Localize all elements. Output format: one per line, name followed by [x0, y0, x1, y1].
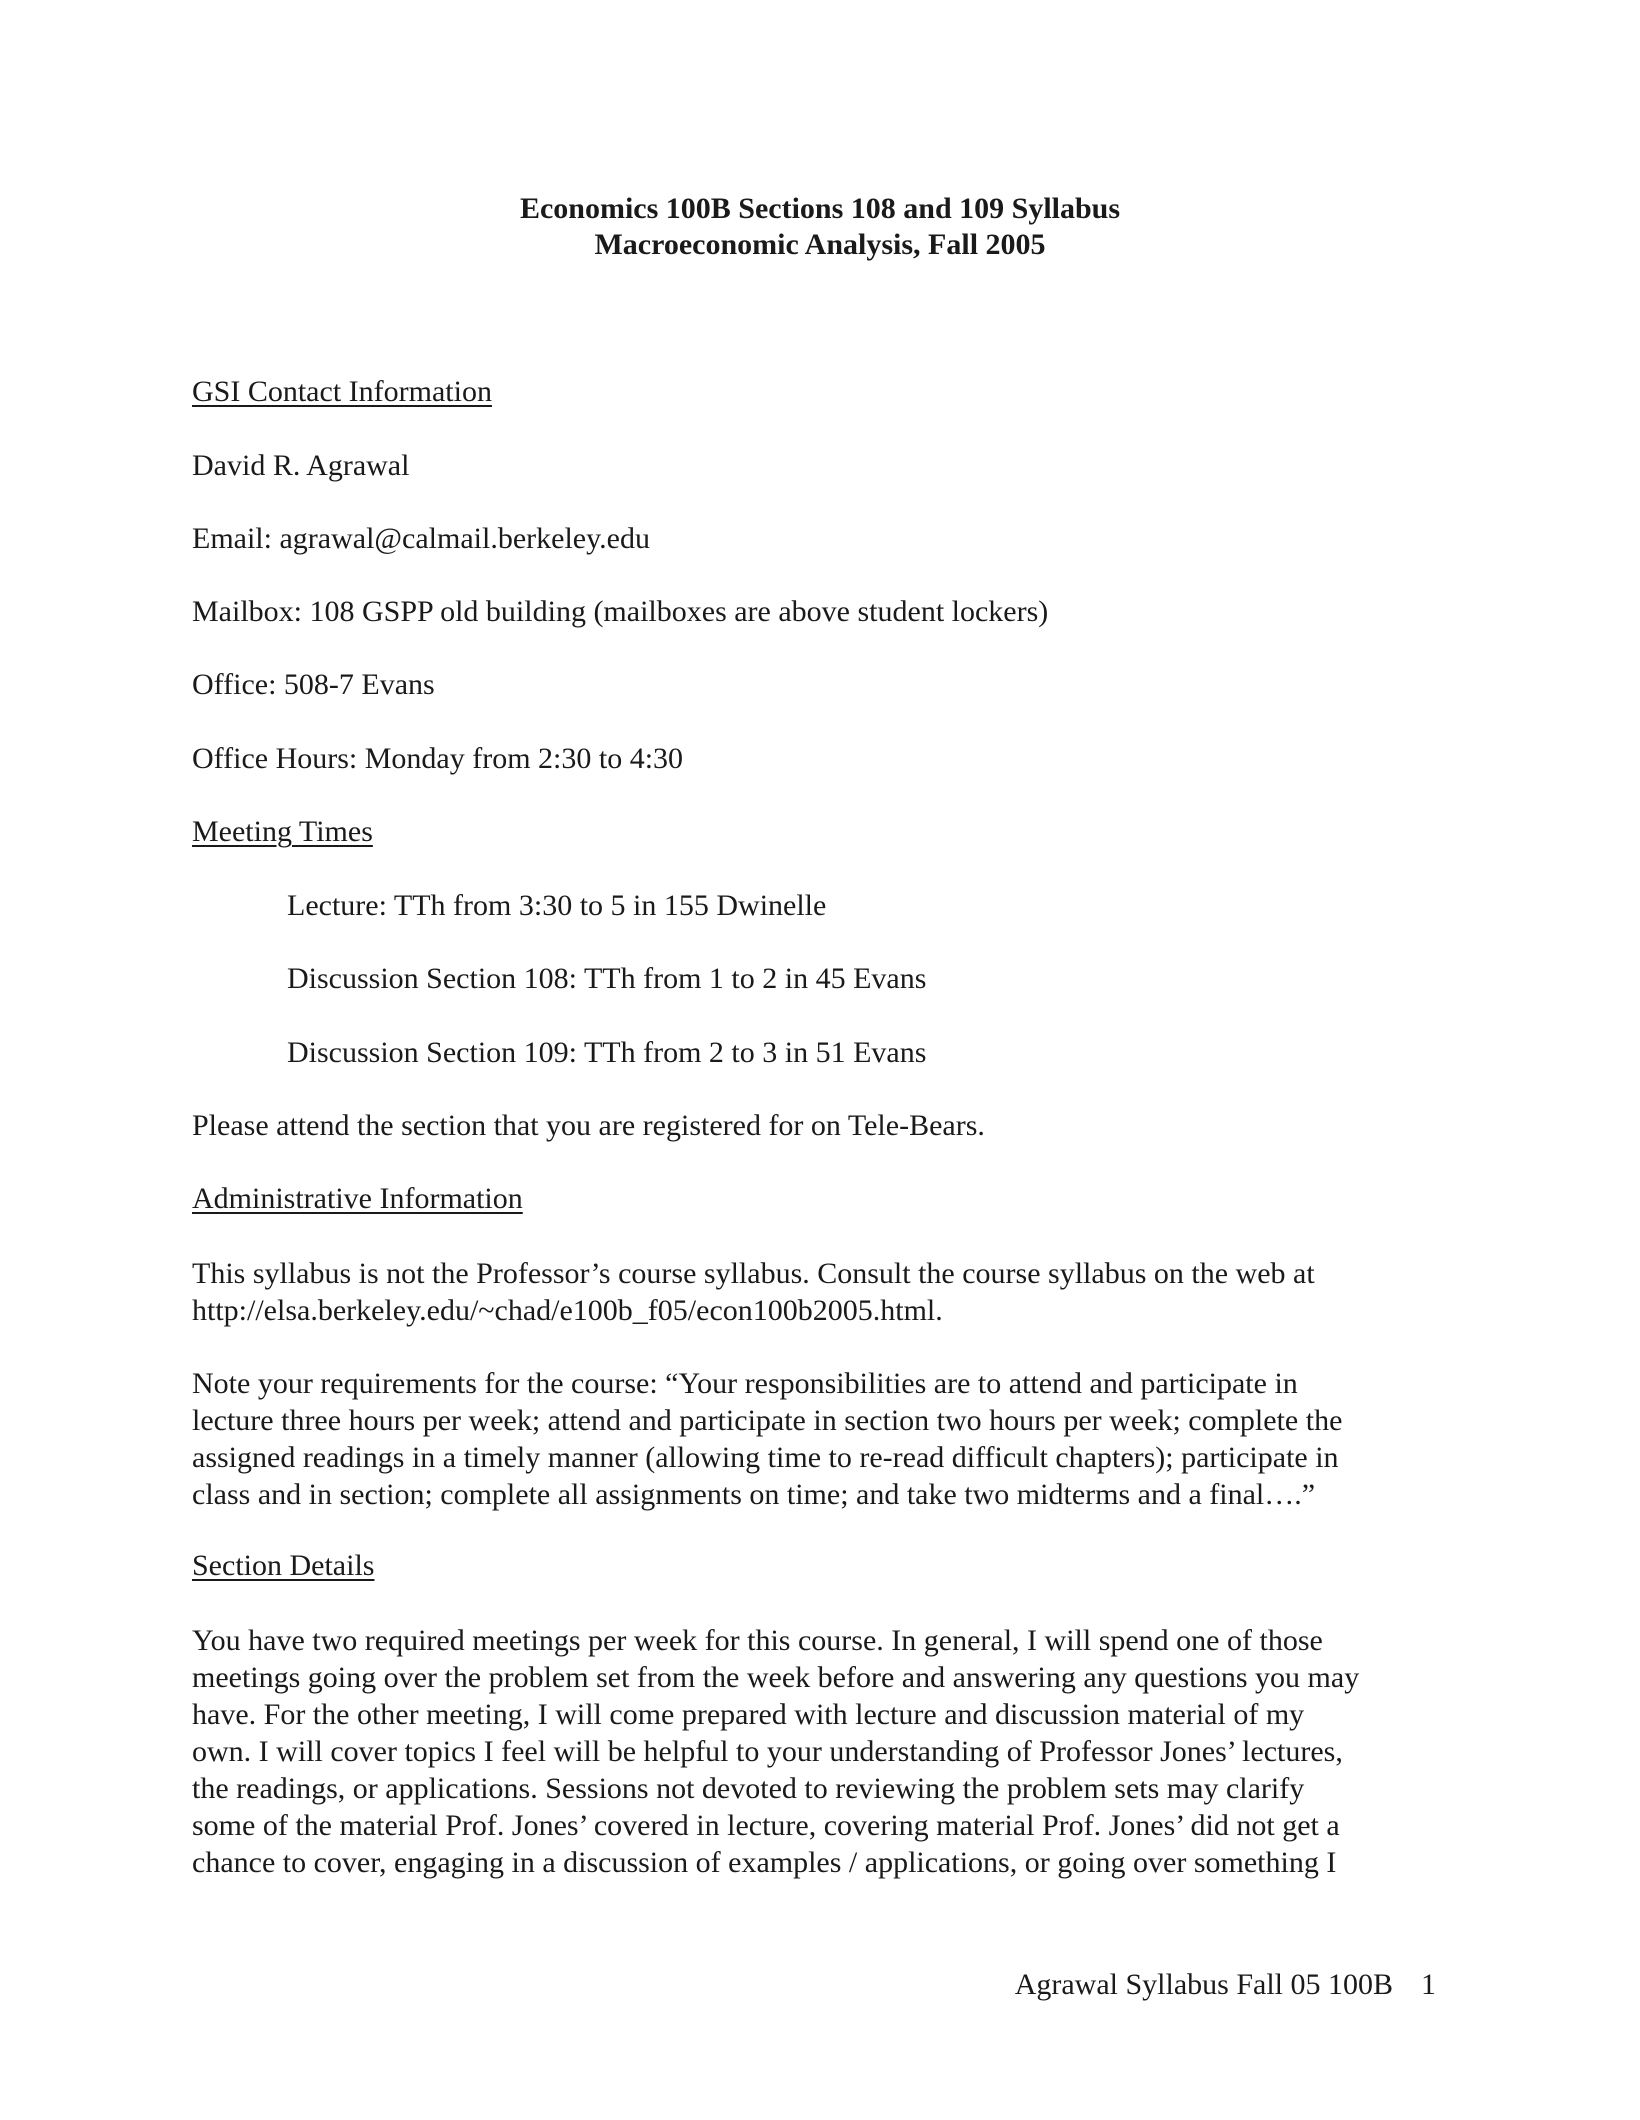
gsi-office: Office: 508-7 Evans — [192, 668, 435, 701]
paragraph-line: http://elsa.berkeley.edu/~chad/e100b_f05/econ100b2005.html. — [192, 1294, 943, 1327]
meeting-section-108: Discussion Section 108: TTh from 1 to 2 in 45 Evans — [287, 962, 927, 995]
gsi-name: David R. Agrawal — [192, 449, 410, 482]
paragraph-line: some of the material Prof. Jones’ covered in lecture, covering material Prof. Jones’ did not get a — [192, 1809, 1340, 1842]
paragraph-line: You have two required meetings per week for this course. In general, I will spend one of those — [192, 1624, 1323, 1657]
page-footer — [1015, 1967, 1436, 2003]
administrative-paragraph-2 — [192, 1365, 1452, 1513]
gsi-email: Email: agrawal@calmail.berkeley.edu — [192, 522, 650, 555]
meeting-section-109: Discussion Section 109: TTh from 2 to 3 in 51 Evans — [287, 1036, 927, 1069]
document-subtitle: Macroeconomic Analysis, Fall 2005 — [594, 228, 1046, 261]
gsi-contact-heading: GSI Contact Information — [192, 375, 492, 408]
paragraph-line: Note your requirements for the course: “Your responsibilities are to attend and participate in — [192, 1367, 1298, 1400]
meeting-lecture: Lecture: TTh from 3:30 to 5 in 155 Dwinelle — [287, 889, 827, 922]
meeting-times-heading: Meeting Times — [192, 815, 373, 848]
paragraph-line: class and in section; complete all assignments on time; and take two midterms and a final….” — [192, 1478, 1316, 1511]
paragraph-line: chance to cover, engaging in a discussion of examples / applications, or going over something I — [192, 1846, 1337, 1879]
paragraph-line: This syllabus is not the Professor’s course syllabus. Consult the course syllabus on the web at — [192, 1257, 1315, 1290]
administrative-heading: Administrative Information — [192, 1182, 523, 1215]
section-details-heading: Section Details — [192, 1549, 375, 1582]
page-number: 1 — [1421, 1968, 1436, 2001]
paragraph-line: assigned readings in a timely manner (allowing time to re-read difficult chapters); participate in — [192, 1441, 1339, 1474]
gsi-office-hours: Office Hours: Monday from 2:30 to 4:30 — [192, 742, 684, 775]
paragraph-line: the readings, or applications. Sessions not devoted to reviewing the problem sets may clarify — [192, 1772, 1305, 1805]
section-details-paragraph — [192, 1622, 1452, 1881]
document-title: Economics 100B Sections 108 and 109 Syllabus — [519, 192, 1121, 225]
attendance-note: Please attend the section that you are registered for on Tele-Bears. — [192, 1109, 985, 1142]
paragraph-line: have. For the other meeting, I will come prepared with lecture and discussion material of my — [192, 1698, 1305, 1731]
administrative-paragraph-1 — [192, 1255, 1452, 1329]
paragraph-line: own. I will cover topics I feel will be helpful to your understanding of Professor Jones’ lectures, — [192, 1735, 1343, 1768]
gsi-mailbox: Mailbox: 108 GSPP old building (mailboxes are above student lockers) — [192, 595, 1049, 628]
footer-text: Agrawal Syllabus Fall 05 100B — [1014, 1968, 1393, 2001]
paragraph-line: lecture three hours per week; attend and participate in section two hours per week; complete the — [192, 1404, 1343, 1437]
paragraph-line: meetings going over the problem set from the week before and answering any questions you may — [192, 1661, 1360, 1694]
